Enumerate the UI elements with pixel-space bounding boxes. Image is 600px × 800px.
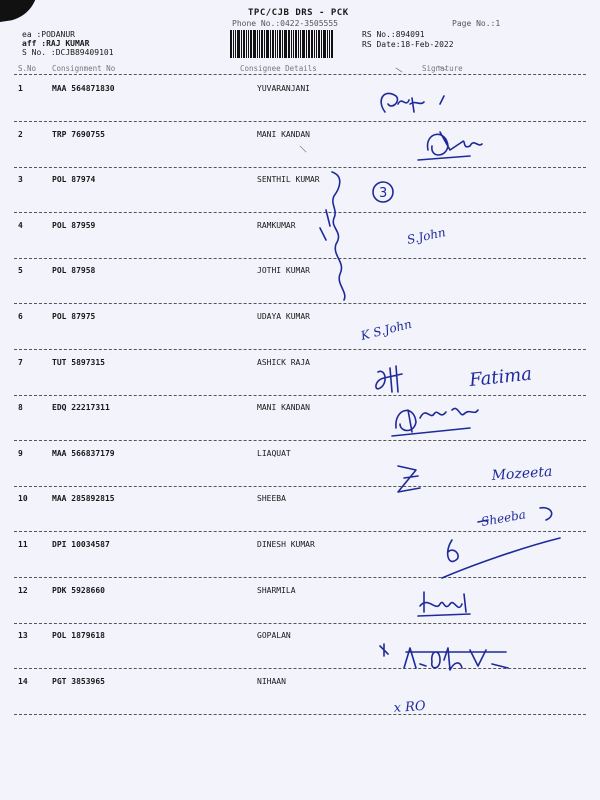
row-sno: 1 [18, 84, 23, 93]
signature-row-9-mark [398, 466, 420, 492]
col-header-consignee: Consignee Details [240, 64, 317, 73]
row-sno: 4 [18, 221, 23, 230]
row-sno: 8 [18, 403, 23, 412]
area-label: ea :PODANUR [22, 30, 75, 39]
consignee-name: DINESH KUMAR [257, 540, 315, 549]
row-sno: 5 [18, 266, 23, 275]
signature-row-14: x RO [393, 698, 427, 716]
signature-row-13 [380, 644, 508, 670]
consignment-number: MAA 566837179 [52, 449, 115, 458]
consignment-number: DPI 10034587 [52, 540, 110, 549]
consignee-name: LIAQUAT [257, 449, 291, 458]
row-sno: 14 [18, 677, 28, 686]
col-header-consignment: Consignment No [52, 64, 116, 73]
signature-row-7: Fatima [468, 363, 533, 391]
circled-3-text: 3 [379, 186, 388, 201]
row-sno: 13 [18, 631, 28, 640]
signature-row-7-scribble [376, 366, 402, 392]
consignee-name: UDAYA KUMAR [257, 312, 310, 321]
consignee-name: SENTHIL KUMAR [257, 175, 320, 184]
signature-row-10: Sheeba [480, 507, 527, 529]
consignment-number: POL 87975 [52, 312, 96, 321]
signature-row-8 [392, 408, 478, 436]
row-sno: 2 [18, 130, 23, 139]
consignment-number: TRP 7690755 [52, 130, 105, 139]
row-sno: 3 [18, 175, 23, 184]
consignment-number: POL 1879618 [52, 631, 105, 640]
consignee-name: NIHAAN [257, 677, 286, 686]
row-sno: 12 [18, 586, 28, 595]
page-marks [300, 66, 446, 152]
consignment-number: POL 87959 [52, 221, 96, 230]
consignment-number: POL 87974 [52, 175, 96, 184]
bracket-rows-3-5 [320, 172, 345, 300]
sheet-title: TPC/CJB DRS - PCK [248, 8, 349, 18]
consignment-number: PGT 3853965 [52, 677, 105, 686]
row-sno: 6 [18, 312, 23, 321]
row-sno: 10 [18, 494, 28, 503]
page-number: Page No.:1 [452, 19, 501, 28]
consignee-name: YUVARANJANI [257, 84, 310, 93]
consignee-name: ASHICK RAJA [257, 358, 310, 367]
signature-row-1 [381, 93, 444, 112]
consignment-number: MAA 285892815 [52, 494, 115, 503]
signature-row-12 [418, 592, 470, 616]
rs-date: RS Date:18-Feb-2022 [362, 40, 454, 49]
consignee-name: MANI KANDAN [257, 130, 310, 139]
signature-row-11 [442, 538, 560, 578]
consignee-name: RAMKUMAR [257, 221, 296, 230]
consignment-number: PDK 5928660 [52, 586, 105, 595]
drs-number: S No. :DCJB89409101 [22, 48, 114, 57]
signature-row-2 [418, 132, 482, 160]
row-sno: 7 [18, 358, 23, 367]
row-sno: 9 [18, 449, 23, 458]
phone-number: Phone No.:0422-3505555 [232, 19, 338, 28]
consignment-number: EDQ 22217311 [52, 403, 110, 412]
consignee-name: GOPALAN [257, 631, 291, 640]
col-header-signature: Signature [422, 64, 463, 73]
consignee-name: SHEEBA [257, 494, 286, 503]
signature-row-4: S.John [405, 225, 447, 247]
consignment-number: POL 87958 [52, 266, 96, 275]
consignment-number: MAA 564871830 [52, 84, 115, 93]
consignment-number: TUT 5897315 [52, 358, 105, 367]
consignee-name: MANI KANDAN [257, 403, 310, 412]
staff-label: aff :RAJ KUMAR [22, 39, 90, 48]
col-header-sno: S.No [18, 64, 37, 73]
rs-number: RS No.:894091 [362, 30, 425, 39]
signature-row-6: K S.John [359, 316, 414, 343]
signature-row-9: Mozeeta [491, 463, 553, 484]
consignee-name: SHARMILA [257, 586, 296, 595]
consignee-name: JOTHI KUMAR [257, 266, 310, 275]
row-sno: 11 [18, 540, 28, 549]
